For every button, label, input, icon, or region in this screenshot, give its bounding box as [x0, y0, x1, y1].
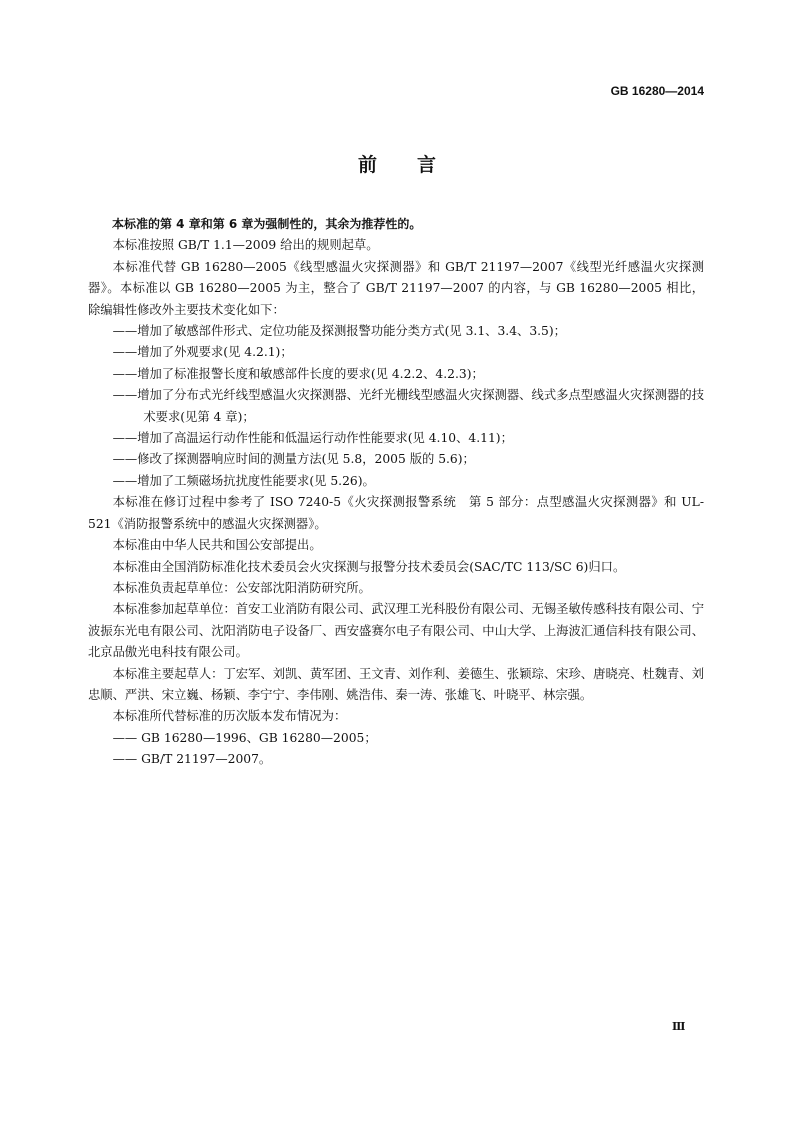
paragraph-proposer: 本标准由中华人民共和国公安部提出。 — [112, 538, 322, 553]
list-item: ——修改了探测器响应时间的测量方法(见 5.8，2005 版的 5.6)； — [112, 452, 475, 467]
standard-code: GB 16280—2014 — [610, 84, 704, 98]
list-item: ——增加了外观要求(见 4.2.1)； — [112, 345, 293, 360]
paragraph-history-intro: 本标准所代替标准的历次版本发布情况为： — [112, 709, 347, 724]
page-number: Ⅲ — [672, 1020, 686, 1033]
list-item: ——增加了标准报警长度和敏感部件长度的要求(见 4.2.2、4.2.3)； — [112, 366, 484, 381]
paragraph-committee: 本标准由全国消防标准化技术委员会火灾探测与报警分技术委员会(SAC/TC 113/SC 6)归口。 — [112, 559, 626, 574]
history-list — [88, 728, 704, 771]
paragraph-mandatory-note: 本标准的第 4 章和第 6 章为强制性的，其余为推荐性的。 — [112, 217, 422, 231]
paragraph-drafting-rules: 本标准按照 GB/T 1.1—2009 给出的规则起草。 — [112, 238, 379, 253]
list-item: ——增加了敏感部件形式、定位功能及探测报警功能分类方式(见 3.1、3.4、3.5)； — [112, 324, 566, 339]
paragraph-main-drafters: 本标准主要起草人：丁宏军、刘凯、黄军团、王文青、刘作利、姜德生、张颖琮、宋珍、唐晓亮、杜魏青、刘忠顺、严洪、宋立巍、杨颖、李宁宁、李伟刚、姚浩伟、秦一涛、张雄飞、叶晓平、林宗强。 — [88, 666, 704, 702]
list-item: —— GB/T 21197—2007。 — [112, 752, 272, 767]
paragraph-lead-drafter: 本标准负责起草单位：公安部沈阳消防研究所。 — [112, 580, 371, 595]
paragraph-replacement: 本标准代替 GB 16280—2005《线型感温火灾探测器》和 GB/T 21197—2007《线型光纤感温火灾探测器》。本标准以 GB 16280—2005 为主，整合了 GB/T 21197—2007 的内容，与 GB 16280—2005 相比，除编辑性修改外主要技术变化如下： — [88, 259, 704, 317]
list-item: ——增加了分布式光纤线型感温火灾探测器、光纤光栅线型感温火灾探测器、线式多点型感温火灾探测器的技术要求(见第 4 章)； — [112, 388, 704, 424]
list-item: —— GB 16280—1996、GB 16280—2005； — [112, 730, 377, 745]
page-title: 前言 — [357, 154, 476, 176]
changes-list — [88, 321, 704, 492]
list-item: ——增加了高温运行动作性能和低温运行动作性能要求(见 4.10、4.11)； — [112, 431, 513, 446]
list-item: ——增加了工频磁场抗扰度性能要求(见 5.26)。 — [112, 473, 375, 488]
paragraph-references: 本标准在修订过程中参考了 ISO 7240-5《火灾探测报警系统 第 5 部分：点型感温火灾探测器》和 UL-521《消防报警系统中的感温火灾探测器》。 — [88, 495, 704, 531]
paragraph-participating-drafters: 本标准参加起草单位：首安工业消防有限公司、武汉理工光科股份有限公司、无锡圣敏传感科技有限公司、宁波振东光电有限公司、沈阳消防电子设备厂、西安盛赛尔电子有限公司、中山大学、上海波汇通信科技有限公司、北京品傲光电科技有限公司。 — [88, 602, 704, 660]
foreword-body — [88, 214, 704, 771]
